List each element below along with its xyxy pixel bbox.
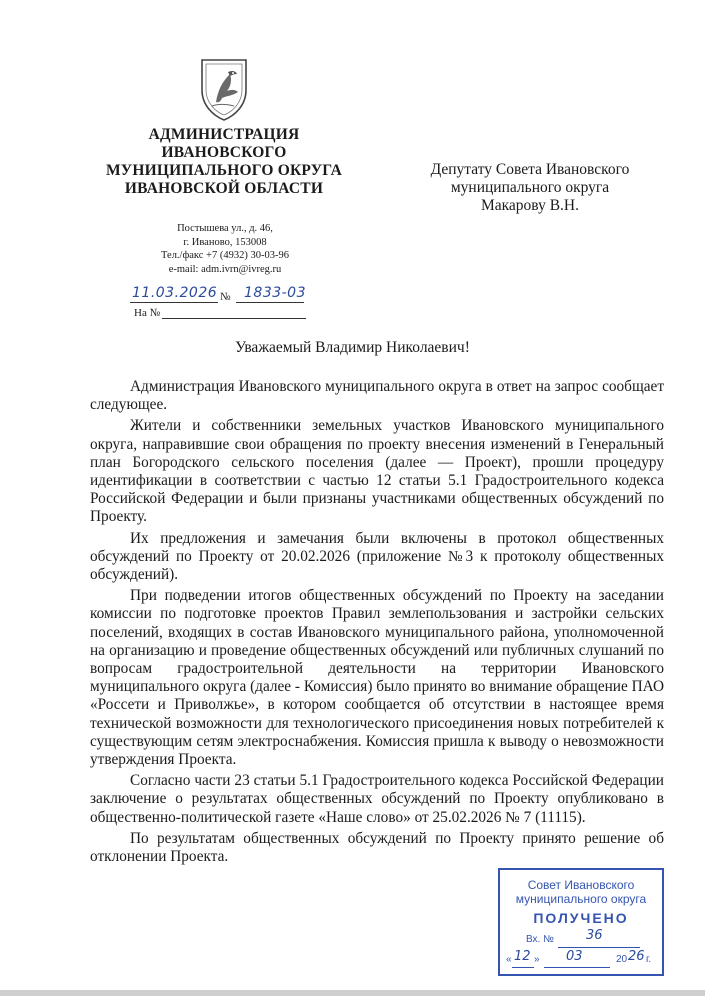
address-line: г. Иваново, 153008 [183,236,267,248]
outgoing-number: 1833-03 [244,285,306,301]
salutation: Уважаемый Владимир Николаевич! [235,339,470,356]
stamp-incoming-no-label: Вх. № [526,934,554,945]
org-line: АДМИНИСТРАЦИЯ [148,126,300,143]
recipient-block [402,161,658,215]
org-line: ИВАНОВСКОЙ ОБЛАСТИ [124,180,324,197]
address-line: e-mail: adm.ivrn@ivreg.ru [168,263,282,275]
org-line: МУНИЦИПАЛЬНОГО ОКРУГА [105,162,343,179]
number-label: № [220,291,231,303]
body-paragraph: Согласно части 23 статьи 5.1 Градостроительного кодекса Российской Федерации заключение о результатах общественных обсуждений по Проекту опубликовано в общественно-политической газете «Наше слово» от 25.02.2026 № 7 (11115). [90,772,664,826]
recipient-line: Депутату Совета Ивановского [430,161,630,178]
body-paragraph: Администрация Ивановского муниципального округа в ответ на запрос сообщает следующее. [90,378,664,414]
stamp-org-line: муниципального округа [515,892,647,906]
reply-to-label: На № [134,307,161,319]
number-underline [236,302,304,303]
recipient-line: Макарову В.Н. [480,197,580,214]
organization-address [150,222,300,276]
body-paragraph: Жители и собственники земельных участков Ивановского муниципального округа, направившие свои обращения по проекту внесения изменений в Генеральный план Богородского сельского поселения (далее — Проект), прошли процедуру идентификации в соответствии с частью 12 статьи 5.1 Градостроительного кодекса Российской Федерации и были признаны участниками общественных обсуждений по Проекту. [90,417,664,526]
stamp-day-line [512,967,534,968]
page-bottom-edge [0,990,705,996]
body-paragraph: Их предложения и замечания были включены в протокол общественных обсуждений по Проекту от 20.02.2026 (приложение №3 к протоколу общественных обсуждений). [90,529,664,584]
date-underline [130,302,218,303]
stamp-received-label: ПОЛУЧЕНО [533,910,629,926]
stamp-org-line: Совет Ивановского [527,878,635,892]
stamp-no-line [558,947,640,948]
stamp-quote: » [534,954,540,965]
stamp-year: 26 [628,949,645,964]
received-stamp [498,868,664,976]
letter-body [90,378,664,869]
stamp-year-unit: г. [646,954,652,965]
stamp-month: 03 [566,949,583,964]
stamp-month-line [544,967,610,968]
coat-of-arms-emblem-icon [196,56,252,122]
body-paragraph: По результатам общественных обсуждений по Проекту принято решение об отклонении Проекта. [90,829,664,866]
recipient-line: муниципального округа [450,179,610,196]
address-line: Тел./факс +7 (4932) 30-03-96 [161,250,289,261]
body-paragraph: При подведении итогов общественных обсуждений по Проекту на заседании комиссии по подготовке проектов Правил землепользования и застройки сельских поселений, входящих в состав Ивановского муниципального района, уполномоченной на организацию и проведение общественных обсуждений или публичных слушаний по вопросам градостроительной деятельности на территории Ивановского муниципального округа (далее - Комиссия) было принято во внимание обращение ПАО «Россети и Приволжье», в котором сообщается об отсутствии в настоящее время технической возможности для технологического присоединения новых потребителей к существующим сетям электроснабжения. Комиссия пришла к выводу о невозможности утверждения Проекта. [90,587,664,769]
stamp-day: 12 [514,949,531,964]
stamp-year-prefix: 20 [616,954,628,965]
stamp-incoming-number: 36 [586,928,603,943]
reply-to-underline [162,318,306,319]
outgoing-date: 11.03.2026 [132,285,218,301]
org-line: ИВАНОВСКОГО [161,144,287,161]
organization-name [86,126,362,198]
stamp-quote: « [506,954,512,965]
address-line: Постышева ул., д. 46, [177,223,273,234]
